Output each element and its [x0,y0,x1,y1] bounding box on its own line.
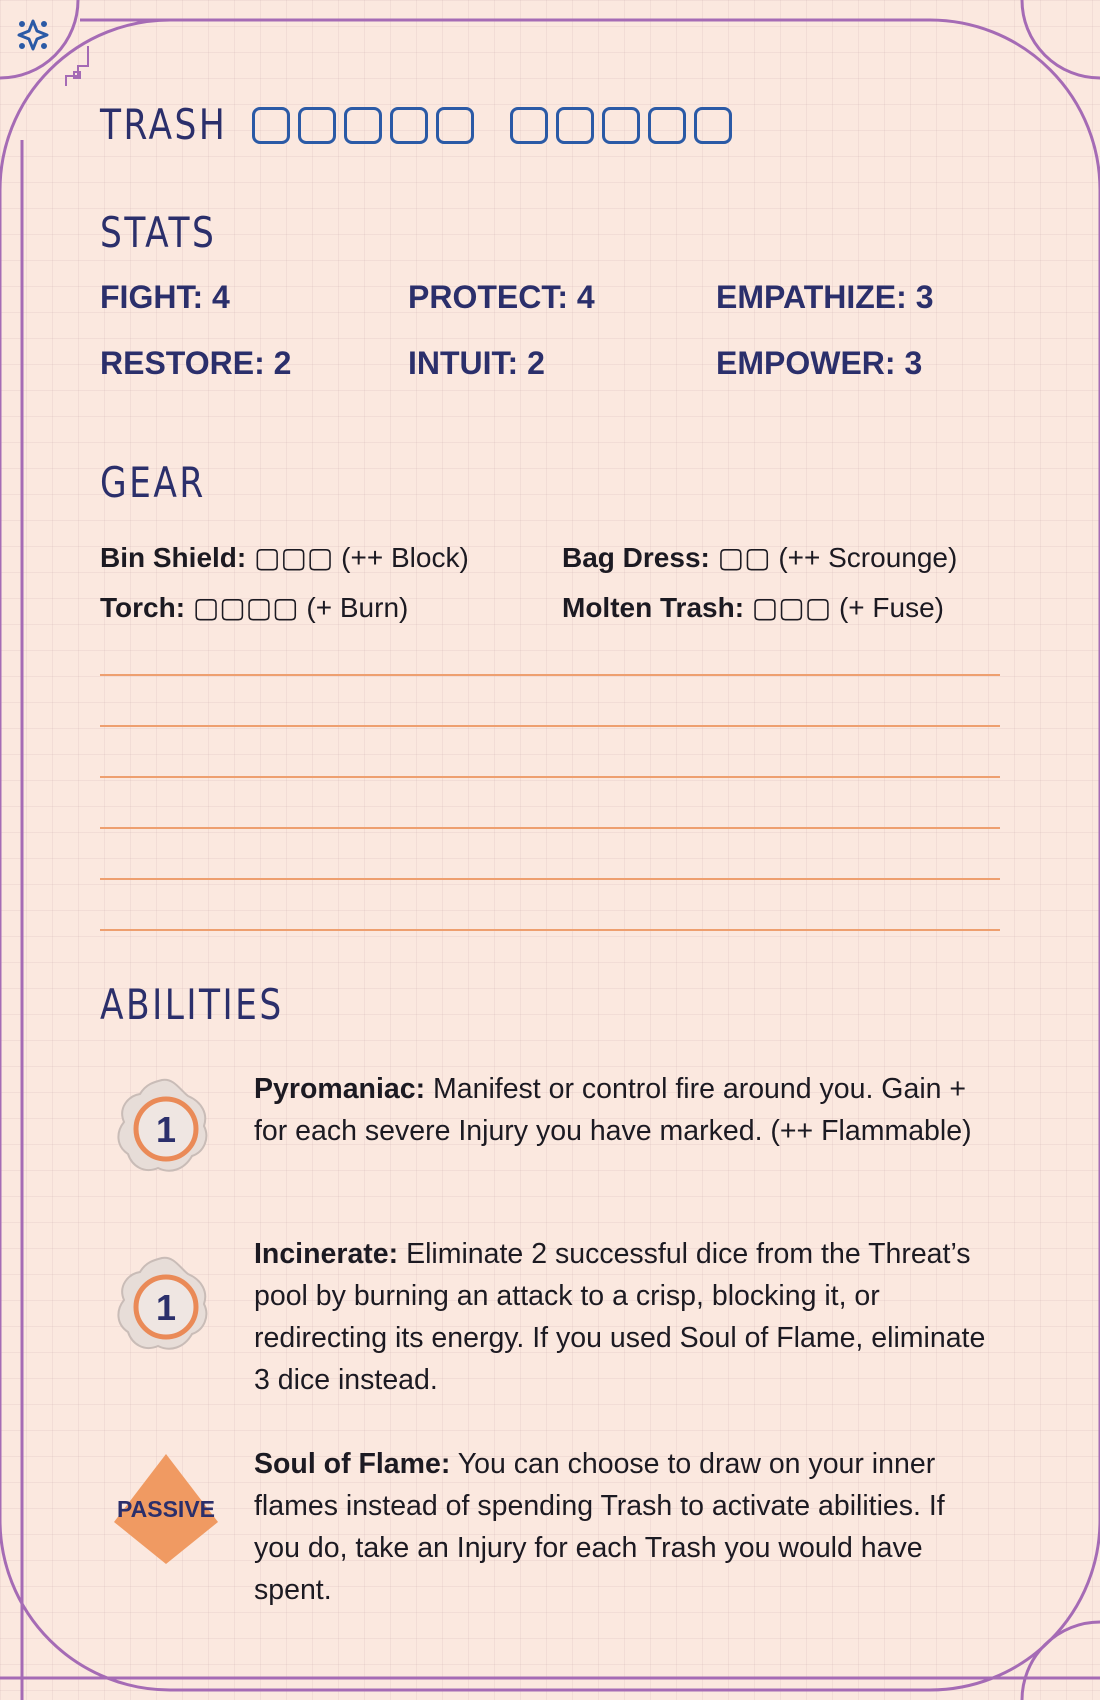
gear-item [100,591,408,624]
gear-item [562,591,944,624]
ability-text: Manifest or control fire around you. Gain + for each severe Injury you have marked. (++ Flammable) [254,1073,972,1147]
ability-name: Soul of Flame: [254,1448,451,1480]
ability-entry [254,1068,994,1152]
stat-restore: RESTORE: 2 [100,345,292,381]
stat-protect: PROTECT: 4 [408,279,595,315]
gear-effect: (++ Scrounge) [778,542,958,573]
trash-checkbox[interactable] [298,107,336,144]
gear-uses-boxes[interactable]: ▢▢ [717,542,771,573]
passive-badge-icon [108,1452,224,1568]
page-title: TRASH [100,100,228,149]
gear-uses-boxes[interactable]: ▢▢▢ [751,592,832,623]
sparkle-icon [19,21,47,49]
cost-badge-label: 1 [155,1287,177,1328]
ability-text: You can choose to draw on your inner flames instead of spending Trash to activate abilities. If you do, take an Injury for each Trash you would have spent. [254,1448,945,1606]
gear-name: Bag Dress: [562,542,710,573]
gear-heading: GEAR [100,458,206,507]
gear-effect: (+ Burn) [306,592,409,623]
ability-text: Eliminate 2 successful dice from the Threat’s pool by burning an attack to a crisp, blocking it, or redirecting its energy. If you used Soul of Flame, eliminate 3 dice instead. [254,1238,986,1396]
gear-name: Molten Trash: [562,592,745,623]
stat-empower: EMPOWER: 3 [716,345,923,381]
trash-checkbox[interactable] [344,107,382,144]
trash-checkbox[interactable] [510,107,548,144]
note-line[interactable] [100,725,1000,727]
stats-heading: STATS [100,208,217,257]
gear-name: Bin Shield: [100,542,247,573]
passive-badge-label: PASSIVE [117,1496,215,1522]
trash-track [252,107,732,144]
cost-badge-icon [112,1076,212,1176]
trash-checkbox[interactable] [648,107,686,144]
trash-checkbox[interactable] [602,107,640,144]
stat-empathize: EMPATHIZE: 3 [716,279,934,315]
ability-entry [254,1233,994,1401]
ability-name: Pyromaniac: [254,1073,426,1105]
stat-intuit: INTUIT: 2 [408,345,545,381]
trash-checkbox[interactable] [694,107,732,144]
note-line[interactable] [100,827,1000,829]
ability-name: Incinerate: [254,1238,399,1270]
note-line[interactable] [100,878,1000,880]
trash-checkbox[interactable] [390,107,428,144]
note-line[interactable] [100,674,1000,676]
note-line[interactable] [100,929,1000,931]
trash-checkbox[interactable] [252,107,290,144]
gear-item [100,541,469,574]
gear-item [562,541,957,574]
ability-entry [254,1443,994,1611]
gear-effect: (++ Block) [341,542,469,573]
trash-checkbox[interactable] [436,107,474,144]
gear-effect: (+ Fuse) [838,592,944,623]
note-line[interactable] [100,776,1000,778]
gear-uses-boxes[interactable]: ▢▢▢▢ [192,592,299,623]
abilities-heading: ABILITIES [100,980,284,1029]
gear-name: Torch: [100,592,186,623]
trash-checkbox[interactable] [556,107,594,144]
gear-uses-boxes[interactable]: ▢▢▢ [254,542,334,573]
cost-badge-label: 1 [155,1109,177,1150]
stat-fight: FIGHT: 4 [100,279,230,315]
cost-badge-icon [112,1254,212,1354]
